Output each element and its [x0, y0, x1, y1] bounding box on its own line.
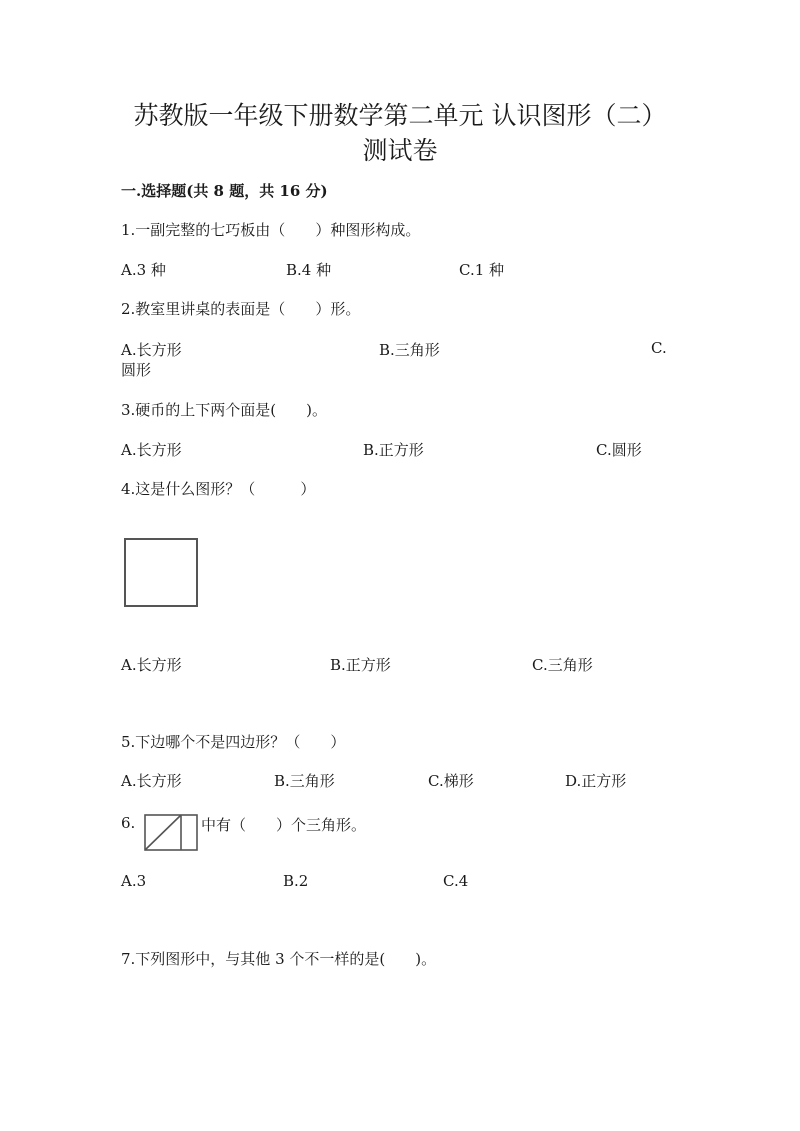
q5-option-b[interactable]: B.三角形: [274, 772, 335, 790]
q4-option-c[interactable]: C.三角形: [532, 656, 593, 674]
q2-option-c-wrap: 圆形: [121, 361, 152, 379]
question-7: 7.下列图形中，与其他 3 个不一样的是( )。: [121, 950, 437, 968]
question-1: 1.一副完整的七巧板由（ ）种图形构成。: [121, 221, 421, 239]
q5-option-d[interactable]: D.正方形: [565, 772, 627, 790]
question-4: 4.这是什么图形？（ ）: [121, 480, 316, 498]
question-6: 中有（ ）个三角形。: [201, 816, 367, 834]
q5-option-c[interactable]: C.梯形: [428, 772, 474, 790]
q1-option-a[interactable]: A.3 种: [121, 261, 166, 279]
section-heading: 一.选择题(共 8 题，共 16 分): [121, 182, 328, 200]
q5-option-a[interactable]: A.长方形: [121, 772, 182, 790]
q2-option-a[interactable]: A.长方形: [121, 341, 182, 359]
question-6-number: 6.: [121, 814, 136, 832]
square-figure: [124, 538, 200, 608]
q3-option-a[interactable]: A.长方形: [121, 441, 182, 459]
q3-option-b[interactable]: B.正方形: [363, 441, 424, 459]
q4-option-a[interactable]: A.长方形: [121, 656, 182, 674]
question-2: 2.教室里讲桌的表面是（ ）形。: [121, 300, 361, 318]
page-title-line2: 测试卷: [362, 136, 438, 165]
q2-option-c[interactable]: C.: [651, 339, 667, 357]
question-5: 5.下边哪个不是四边形？（ ）: [121, 733, 346, 751]
q6-option-c[interactable]: C.4: [443, 872, 469, 890]
q1-option-c[interactable]: C.1 种: [459, 261, 505, 279]
question-3: 3.硬币的上下两个面是( )。: [121, 401, 328, 419]
q6-option-b[interactable]: B.2: [283, 872, 309, 890]
q4-option-b[interactable]: B.正方形: [330, 656, 391, 674]
triangles-figure: [144, 812, 200, 852]
q3-option-c[interactable]: C.圆形: [596, 441, 642, 459]
q1-option-b[interactable]: B.4 种: [286, 261, 332, 279]
q2-option-b[interactable]: B.三角形: [379, 341, 440, 359]
page-title-line1: 苏教版一年级下册数学第二单元 认识图形（二）: [133, 101, 667, 130]
q6-option-a[interactable]: A.3: [121, 872, 147, 890]
